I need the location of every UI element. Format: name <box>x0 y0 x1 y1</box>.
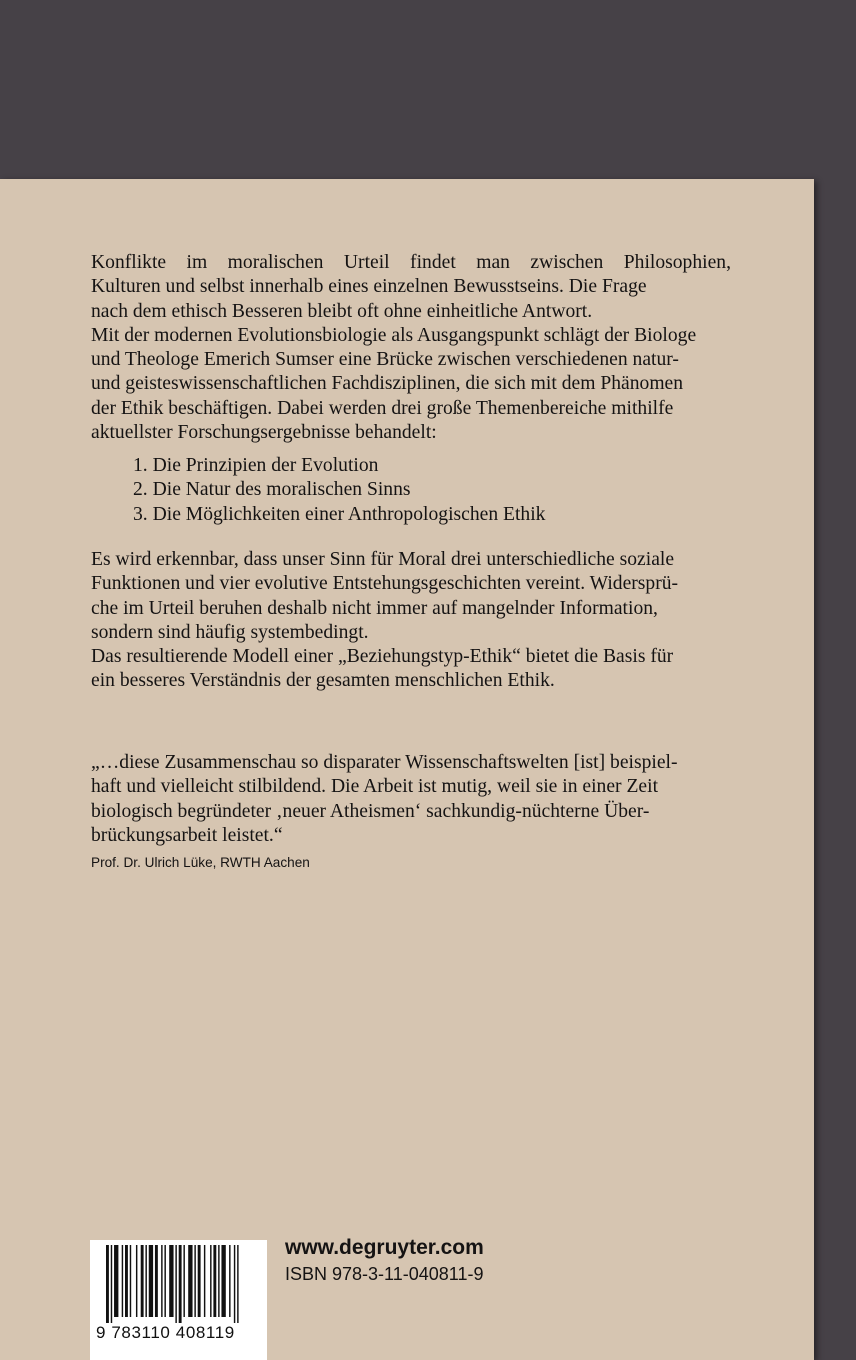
barcode-digits: 9 783110 408119 <box>96 1323 235 1342</box>
barcode-bar <box>183 1245 184 1317</box>
barcode-bar <box>218 1245 219 1317</box>
barcode-bar <box>155 1245 158 1317</box>
intro-line: nach dem ethisch Besseren bleibt oft ohne einheitliche Antwort. <box>91 300 593 322</box>
topic-item: 1. Die Prinzipien der Evolution <box>133 455 379 476</box>
book-back-cover <box>0 179 814 1360</box>
barcode-bar <box>229 1245 230 1317</box>
intro-line: Mit der modernen Evolutionsbiologie als Ausgangspunkt schlägt der Biologe <box>91 324 697 346</box>
barcode-bar <box>111 1245 112 1323</box>
quote-line: biologisch begründeter ‚neuer Atheismen‘ sachkundig-nüchterne Über- <box>91 800 650 822</box>
isbn-number: ISBN 978-3-11-040811-9 <box>285 1264 484 1284</box>
conclusion-line: ein besseres Verständnis der gesamten menschlichen Ethik. <box>91 670 555 692</box>
intro-line: und Theologe Emerich Sumser eine Brücke zwischen verschiedenen natur- <box>91 349 679 371</box>
quote-line: brückungsarbeit leistet.“ <box>91 824 283 846</box>
barcode-bar <box>130 1245 131 1317</box>
quote-line: haft und vielleicht stilbildend. Die Arbeit ist mutig, weil sie in einer Zeit <box>91 776 659 798</box>
intro-line: und geisteswissenschaftlichen Fachdisziplinen, die sich mit dem Phänomen <box>91 373 684 395</box>
barcode-bar <box>125 1245 128 1317</box>
intro-line: aktuellster Forschungsergebnisse behandelt: <box>91 422 437 444</box>
barcode-bar <box>122 1245 123 1317</box>
barcode-bar <box>149 1245 153 1317</box>
barcode-bar <box>169 1245 173 1317</box>
barcode-bar <box>175 1245 176 1323</box>
barcode-bar <box>114 1245 118 1317</box>
barcode-bar <box>204 1245 205 1317</box>
barcode-bar <box>194 1245 195 1317</box>
topics-list <box>133 454 733 527</box>
review-quote <box>91 751 731 848</box>
intro-line: Kulturen und selbst innerhalb eines einzelnen Bewusstseins. Die Frage <box>91 276 647 298</box>
intro-line: Konflikte im moralischen Urteil findet man zwischen Philosophien, <box>91 252 731 273</box>
barcode-bars <box>106 1245 254 1323</box>
intro-paragraph <box>91 251 731 445</box>
conclusion-line: che im Urteil beruhen deshalb nicht immer auf mangelnder Information, <box>91 597 658 619</box>
conclusion-line: Funktionen und vier evolutive Entstehungsgeschichten vereint. Widersprü- <box>91 573 679 595</box>
topic-item: 3. Die Möglichkeiten einer Anthropologischen Ethik <box>133 503 546 525</box>
intro-line: der Ethik beschäftigen. Dabei werden drei große Themenbereiche mithilfe <box>91 397 674 419</box>
conclusion-line: Das resultierende Modell einer „Beziehungstyp-Ethik“ bietet die Basis für <box>91 646 674 668</box>
barcode-bar <box>106 1245 109 1323</box>
barcode-bar <box>213 1245 216 1317</box>
barcode-bar <box>136 1245 137 1317</box>
conclusion-line: Es wird erkennbar, dass unser Sinn für Moral drei unterschiedliche soziale <box>91 549 675 570</box>
barcode-bar <box>234 1245 235 1323</box>
barcode-bar <box>198 1245 201 1317</box>
barcode-bar <box>161 1245 162 1317</box>
barcode-bar <box>179 1245 182 1323</box>
publisher-url[interactable]: www.degruyter.com <box>285 1236 484 1259</box>
barcode-bar <box>221 1245 225 1317</box>
barcode-bar <box>210 1245 211 1317</box>
quote-line: „…diese Zusammenschau so disparater Wissenschaftswelten [ist] beispiel- <box>91 752 678 773</box>
barcode-bar <box>188 1245 192 1317</box>
barcode-bar <box>145 1245 146 1317</box>
barcode-bar <box>237 1245 238 1323</box>
conclusion-paragraph <box>91 548 731 694</box>
topic-item: 2. Die Natur des moralischen Sinns <box>133 479 411 501</box>
quote-attribution: Prof. Dr. Ulrich Lüke, RWTH Aachen <box>91 855 310 870</box>
isbn-barcode <box>90 1240 267 1360</box>
barcode-bar <box>141 1245 144 1317</box>
conclusion-line: sondern sind häufig systembedingt. <box>91 621 369 643</box>
barcode-bar <box>164 1245 165 1317</box>
